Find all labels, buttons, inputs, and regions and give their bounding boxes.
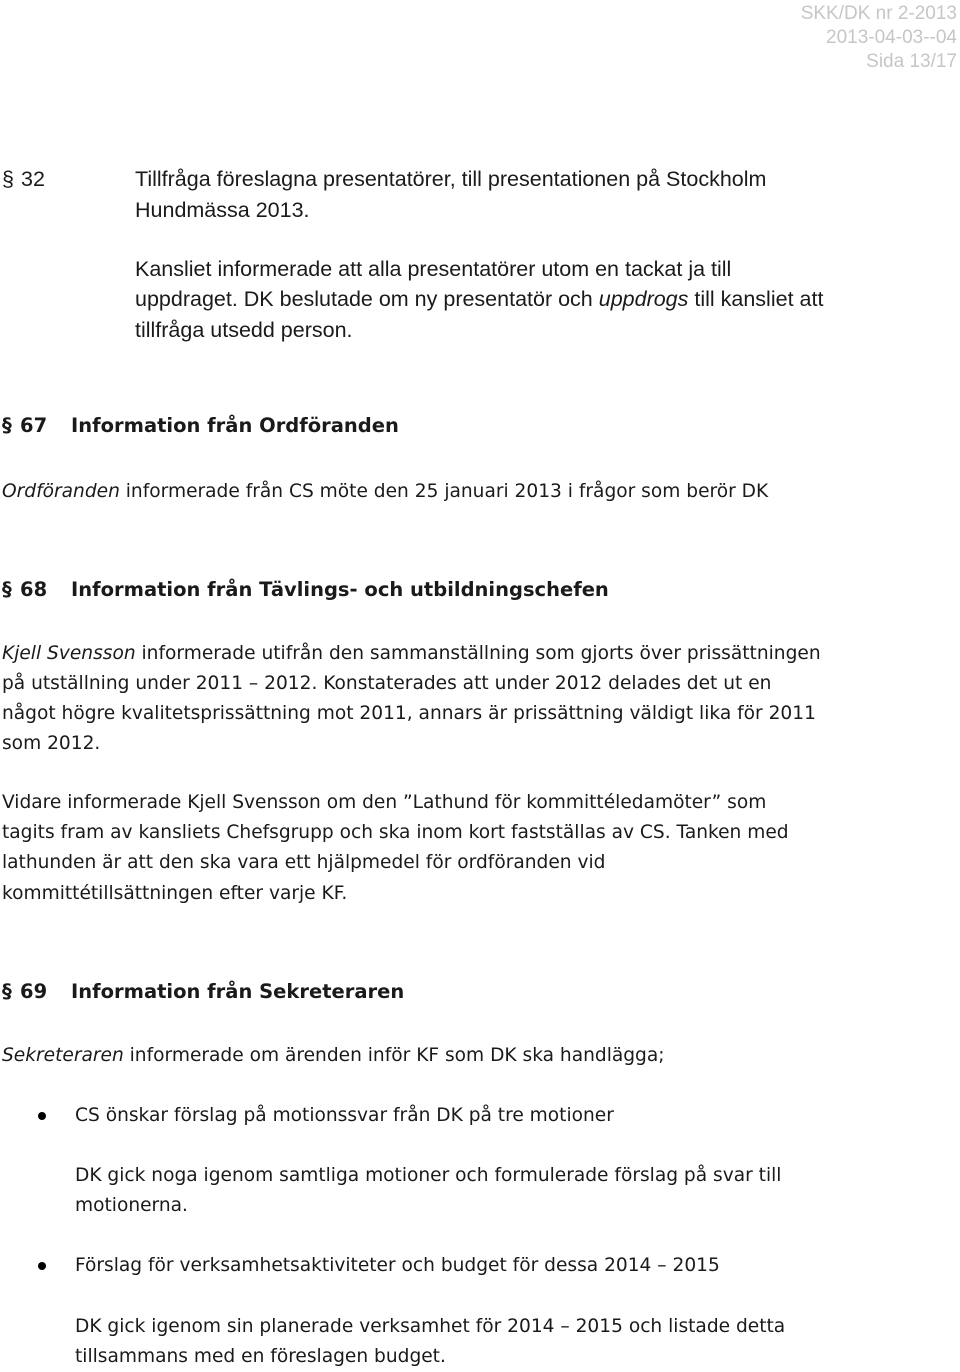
page-header [801, 2, 957, 74]
bullet-2-line-1: DK gick igenom sin planerade verksamhet för 2014 – 2015 och listade detta [75, 1316, 786, 1337]
bullet-item-2: Förslag för verksamhetsaktiviteter och budget för dessa 2014 – 2015 [75, 1255, 720, 1276]
page-number: Sida 13/17 [866, 51, 957, 72]
section-68-line-1: Kjell Svensson informerade utifrån den sammanställning som gjorts över prissättningen [2, 643, 821, 664]
section-number: 67 [20, 414, 48, 437]
bullet-dot [38, 1112, 46, 1120]
section-heading: § 68 Information från Tävlings- och utbildningschefen [2, 576, 609, 604]
bullet-2-line-2: tillsammans med en föreslagen budget. [75, 1346, 446, 1367]
section-68-line-5: Vidare informerade Kjell Svensson om den ”Lathund för kommittéledamöter” som [2, 792, 767, 813]
section-title: Information från Sekreteraren [71, 980, 405, 1003]
section-69-intro: Sekreteraren informerade om ärenden inför KF som DK ska handlägga; [2, 1045, 665, 1066]
item-number: 32 [21, 167, 45, 191]
section-title: Information från Ordföranden [71, 414, 399, 437]
bullet-1-line-1: DK gick noga igenom samtliga motioner och formulerade förslag på svar till [75, 1165, 782, 1186]
section-67-body: Ordföranden informerade från CS möte den 25 januari 2013 i frågor som berör DK [2, 481, 769, 502]
bullet-1-line-2: motionerna. [75, 1195, 188, 1216]
section-heading: § 67 Information från Ordföranden [2, 412, 399, 440]
item-32-line-1: Tillfråga föreslagna presentatörer, till presentationen på Stockholm [135, 167, 767, 191]
item-32-line-2: Hundmässa 2013. [135, 198, 310, 222]
section-title: Information från Tävlings- och utbildningschefen [71, 578, 609, 601]
section-68-line-6: tagits fram av kansliets Chefsgrupp och ska inom kort fastställas av CS. Tanken med [2, 822, 789, 843]
section-number: 68 [20, 578, 48, 601]
bullet-item-1: CS önskar förslag på motionssvar från DK på tre motioner [75, 1105, 614, 1126]
section-68-line-2: på utställning under 2011 – 2012. Konstaterades att under 2012 delades det ut en [2, 673, 772, 694]
section-68-line-7: lathunden är att den ska vara ett hjälpmedel för ordföranden vid [2, 852, 606, 873]
item-32-line-3: Kansliet informerade att alla presentatörer utom en tackat ja till [135, 257, 732, 281]
section-68-line-8: kommittétillsättningen efter varje KF. [2, 883, 348, 904]
item-32-line-5: tillfråga utsedd person. [135, 318, 353, 342]
item-32-line-4: uppdraget. DK beslutade om ny presentatör och uppdrogs till kansliet att [135, 287, 824, 311]
section-68-line-4: som 2012. [2, 733, 101, 754]
document-id: SKK/DK nr 2-2013 [800, 3, 957, 24]
section-heading: § 69 Information från Sekreteraren [2, 978, 404, 1006]
document-date: 2013-04-03--04 [826, 27, 957, 48]
paragraph-sign: § [2, 167, 14, 191]
section-68-line-3: något högre kvalitetsprissättning mot 2011, annars är prissättning väldigt lika för 2011 [2, 703, 816, 724]
section-number: 69 [20, 980, 48, 1003]
bullet-dot [38, 1262, 46, 1270]
